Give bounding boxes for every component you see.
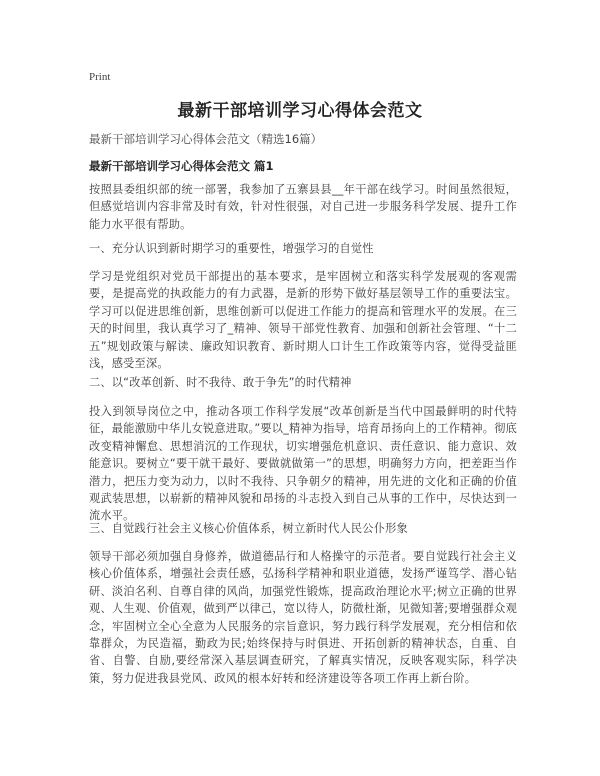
paragraph-values: 领导干部必须加强自身修养，做道德品行和人格操守的示范者。要自觉践行社会主义核心价值体系，增强社会责任感，弘扬科学精神和职业道德，发扬严谨笃学、潜心钻研、淡泊名利、自尊自律的风尚，加强党性锻炼，提高政治理论水平;树立正确的世界观、人生观、价值观，做到严以律己，宽以待人，防微杜渐，见微知著;要增强群众观念，牢固树立全心全意为人民服务的宗旨意识，努力践行科学发展观，充分相信和依靠群众，为民造福，勤政为民;始终保持与时俱进、开拓创新的精神状态，自重、自省、自警、自励,要经常深入基层调查研究，了解真实情况，反映客观实际，科学决策，努力促进我县党风、政风的根本好转和经济建设等各项工作再上新台阶。 <box>89 550 517 685</box>
print-label: Print <box>89 71 111 83</box>
paragraph-innovation: 投入到领导岗位之中，推动各项工作科学发展“改革创新是当代中国最鲜明的时代特征，最能激励中华儿女锐意进取。”要以_精神为指导，培育昂扬向上的工作精神。彻底改变精神懈怠、思想消沉的工作现状，切实增强危机意识、责任意识、能力意识、效能意识。要树立“要干就干最好、要做就做第一”的思想，明确努力方向，把差距当作潜力，把压力变为动力，以时不我待、只争朝夕的精神，用先进的文化和正确的价值观武装思想，以崭新的精神风貌和昂扬的斗志投入到自己从事的工作中，尽快达到一流水平。 <box>89 405 517 523</box>
heading-three: 三、自觉践行社会主义核心价值体系，树立新时代人民公仆形象 <box>89 522 408 535</box>
heading-two: 二、以“改革创新、时不我待、敢于争先”的时代精神 <box>89 376 352 389</box>
heading-one: 一、充分认识到新时期学习的重要性，增强学习的自觉性 <box>89 242 374 255</box>
section-title: 最新干部培训学习心得体会范文 篇1 <box>89 159 274 173</box>
document-subtitle: 最新干部培训学习心得体会范文（精选16篇） <box>89 132 323 146</box>
page-title: 最新干部培训学习心得体会范文 <box>177 101 423 121</box>
paragraph-learning: 学习是党组织对党员干部提出的基本要求，是牢固树立和落实科学发展观的客观需要，是提高党的执政能力的有力武器，是新的形势下做好基层领导工作的重要法宝。学习可以促进思维创新，思维创新可以促进工作能力的提高和管理水平的发展。在三天的时间里，我认真学习了_精神、领导干部党性教育、加强和创新社会管理、“十二五”规划政策与解读、廉政知识教育、新时期人口计生工作政策等内容，觉得受益匪浅，感受至深。 <box>89 270 517 371</box>
paragraph-intro: 按照县委组织部的统一部署，我参加了五寨县县__年干部在线学习。时间虽然很短，但感觉培训内容非常及时有效，针对性很强，对自己进一步服务科学发展、提升工作能力水平很有帮助。 <box>89 183 517 231</box>
